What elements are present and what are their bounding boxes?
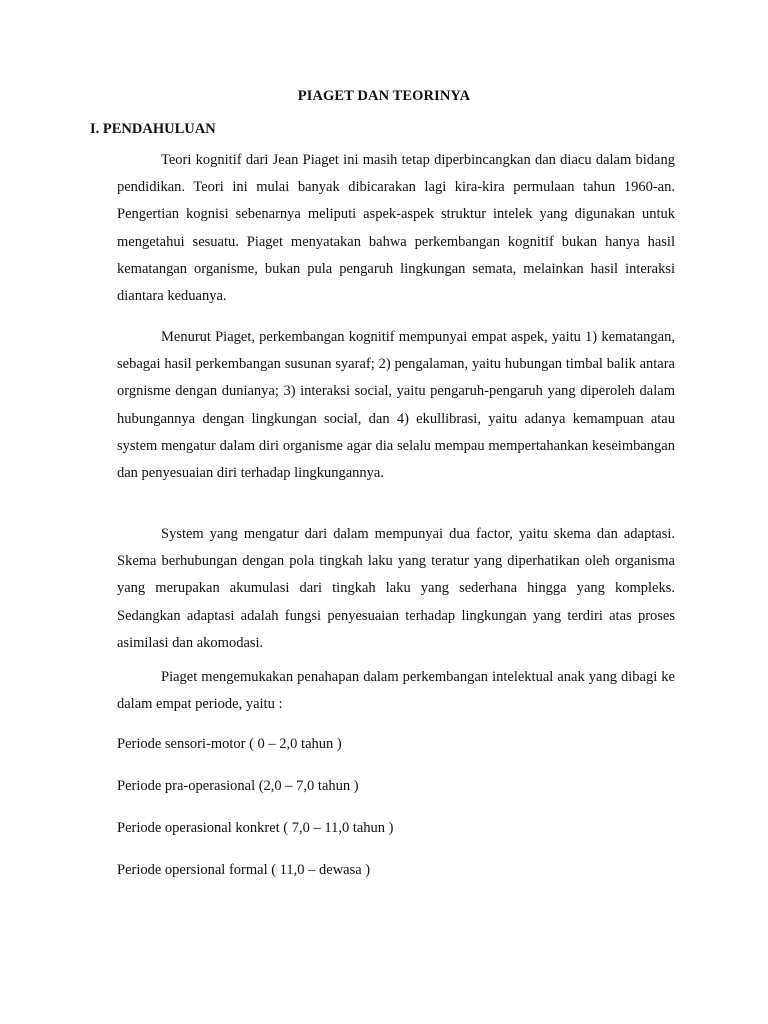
period-item-sensori-motor: Periode sensori-motor ( 0 – 2,0 tahun ): [117, 736, 342, 752]
period-item-pra-operasional: Periode pra-operasional (2,0 – 7,0 tahun ): [117, 778, 359, 794]
period-item-operasional-konkret: Periode operasional konkret ( 7,0 – 11,0 tahun ): [117, 820, 394, 836]
section-heading: I. PENDAHULUAN: [90, 121, 216, 137]
paragraph-2: Menurut Piaget, perkembangan kognitif mempunyai empat aspek, yaitu 1) kematangan, sebagai hasil perkembangan susunan syaraf; 2) pengalaman, yaitu hubungan timbal balik antara orgnisme dengan dunianya; 3) interaksi social, yaitu pengaruh-pengaruh yang diperoleh dalam hubungannya dengan lingkungan social, dan 4) ekullibrasi, yaitu adanya kemampuan atau system mengatur dalam diri organisme agar dia selalu mempau mempertahankan keseimbangan dan penyesuaian diri terhadap lingkungannya.: [117, 329, 675, 482]
document-title: PIAGET DAN TEORINYA: [297, 88, 471, 104]
paragraph-4: Piaget mengemukakan penahapan dalam perkembangan intelektual anak yang dibagi ke dalam empat periode, yaitu :: [117, 669, 675, 713]
paragraph-3: System yang mengatur dari dalam mempunyai dua factor, yaitu skema dan adaptasi. Skema berhubungan dengan pola tingkah laku yang teratur yang diperhatikan oleh organisma yang merupakan akumulasi dari tingkah laku yang sederhana hingga yang kompleks. Sedangkan adaptasi adalah fungsi penyesuaian terhadap lingkungan yang terdiri atas proses asimilasi dan akomodasi.: [117, 526, 675, 651]
period-item-operasional-formal: Periode opersional formal ( 11,0 – dewasa ): [117, 862, 371, 878]
paragraph-1: Teori kognitif dari Jean Piaget ini masih tetap diperbincangkan dan diacu dalam bidang pendidikan. Teori ini mulai banyak dibicarakan lagi kira-kira permulaan tahun 1960-an. Pengertian kognisi sebenarnya meliputi aspek-aspek struktur intelek yang digunakan untuk mengetahui sesuatu. Piaget menyatakan bahwa perkembangan kognitif bukan hanya hasil kematangan organisme, bukan pula pengaruh lingkungan semata, melainkan hasil interaksi diantara keduanya.: [117, 152, 675, 305]
